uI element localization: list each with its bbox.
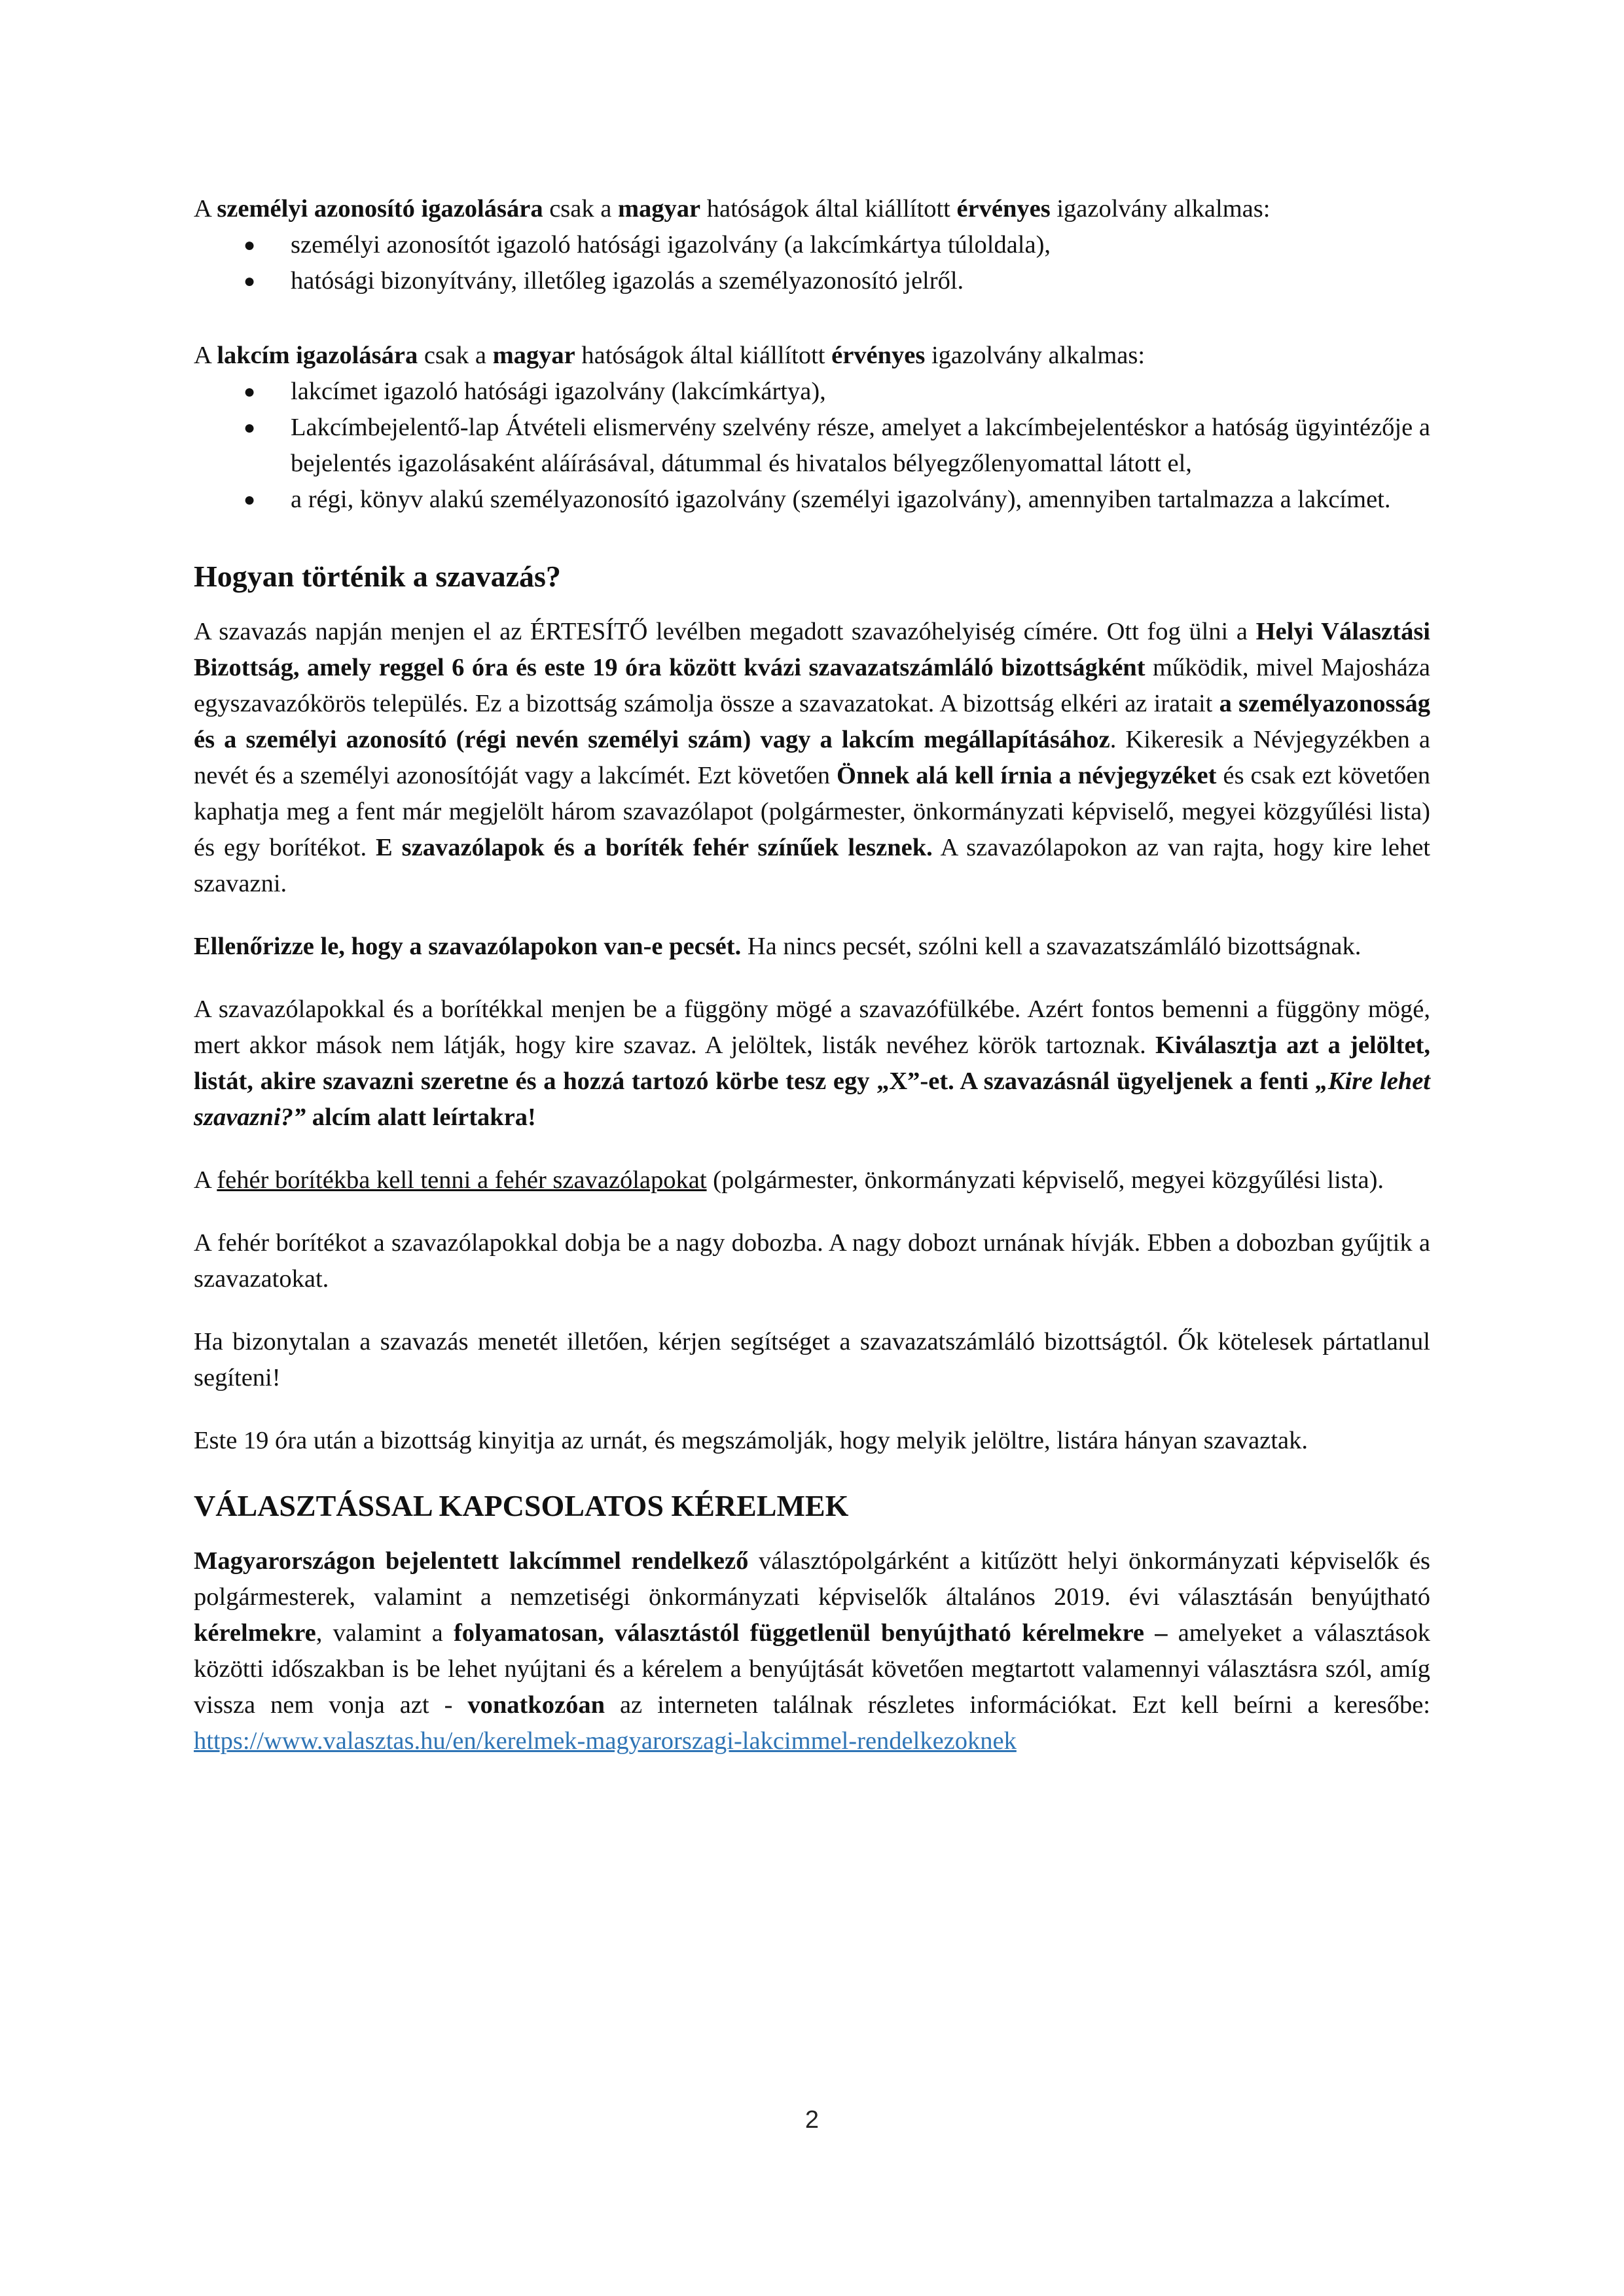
list-item: ● hatósági bizonyítvány, illetőleg igazolás a személyazonosító jelről. — [194, 263, 1430, 299]
list-item: ● a régi, könyv alakú személyazonosító igazolvány (személyi igazolvány), amennyiben tartalmazza a lakcímet. — [194, 482, 1430, 518]
requests-link[interactable]: https://www.valasztas.hu/en/kerelmek-magyarorszagi-lakcimmel-rendelkezoknek — [194, 1727, 1017, 1755]
page-number: 2 — [804, 2106, 820, 2134]
list-address-documents — [194, 374, 1430, 518]
list-item: ● Lakcímbejelentő-lap Átvételi elismervény szelvény része, amelyet a lakcímbejelentéskor a hatóság ügyintézője a bejelentés igazolásaként aláírásával, dátummal és hivatalos bélyegzőlenyomattal látott el, — [194, 410, 1430, 482]
paragraph-urn: A fehér borítékot a szavazólapokkal dobja be a nagy dobozba. A nagy dobozt urnának hívják. Ebben a dobozban gyűjtik a szavazatokat. — [194, 1229, 1430, 1293]
paragraph-help: Ha bizonytalan a szavazás menetét illetően, kérjen segítséget a szavazatszámláló bizottságtól. Ők kötelesek pártatlanul segíteni! — [194, 1328, 1430, 1391]
paragraph-booth: A szavazólapokkal és a borítékkal menjen be a függöny mögé a szavazófülkébe. Azért fontos bemenni a függöny mögé, mert akkor mások nem látják, hogy kire szavaz. A jelöltek, listák nevéhez körök tartoznak. Kiválasztja azt a jelöltet, listát, akire szavazni szeretne és a hozzá tartozó körbe tesz egy „X”-et. A szavazásnál ügyeljenek a fenti „Kire lehet szavazni?” alcím alatt leírtakra! — [194, 996, 1430, 1131]
bullet-icon: ● — [244, 234, 256, 256]
paragraph-envelope: A fehér borítékba kell tenni a fehér szavazólapokat (polgármester, önkormányzati képviselő, megyei közgyűlési lista). — [194, 1166, 1384, 1194]
paragraph-voting-process: A szavazás napján menjen el az ÉRTESÍTŐ levélben megadott szavazóhelyiség címére. Ott fog ülni a Helyi Választási Bizottság, amely reggel 6 óra és este 19 óra között kvázi szavazatszámláló bizottságként működik, mivel Majosháza egyszavazókörös település. Ez a bizottság számolja össze a szavazatokat. A bizottság elkéri az iratait a személyazonosság és a személyi azonosító (régi nevén személyi szám) vagy a lakcím megállapításához. Kikeresik a Névjegyzékben a nevét és a személyi azonosítóját vagy a lakcímét. Ezt követően Önnek alá kell írnia a névjegyzéket és csak ezt követően kaphatja meg a fent már megjelölt három szavazólapot (polgármester, önkormányzati képviselő, megyei közgyűlési lista) és egy borítékot. E szavazólapok és a boríték fehér színűek lesznek. A szavazólapokon az van rajta, hogy kire lehet szavazni. — [194, 618, 1431, 897]
list-item: ● személyi azonosítót igazoló hatósági igazolvány (a lakcímkártya túloldala), — [194, 227, 1430, 263]
list-item: ● lakcímet igazoló hatósági igazolvány (lakcímkártya), — [194, 374, 1430, 410]
heading-voting: Hogyan történik a szavazás? — [194, 560, 561, 593]
heading-requests: VÁLASZTÁSSAL KAPCSOLATOS KÉRELMEK — [194, 1489, 849, 1522]
bullet-icon: ● — [244, 270, 256, 292]
bullet-icon: ● — [244, 489, 256, 511]
bullet-icon: ● — [244, 381, 256, 403]
paragraph-counting: Este 19 óra után a bizottság kinyitja az urnát, és megszámolják, hogy melyik jelöltre, listára hányan szavaztak. — [194, 1427, 1308, 1454]
paragraph-stamp-check: Ellenőrizze le, hogy a szavazólapokon van-e pecsét. Ha nincs pecsét, szólni kell a szavazatszámláló bizottságnak. — [194, 933, 1362, 960]
paragraph-address-proof: A lakcím igazolására csak a magyar hatóságok által kiállított érvényes igazolvány alkalmas: — [194, 342, 1146, 369]
bullet-icon: ● — [244, 417, 256, 439]
paragraph-requests: Magyarországon bejelentett lakcímmel rendelkező választópolgárként a kitűzött helyi önkormányzati képviselők és polgármesterek, valamint a nemzetiségi önkormányzati képviselők általános 2019. évi választásán benyújtható kérelmekre, valamint a folyamatosan, választástól függetlenül benyújtható kérelmekre – amelyeket a választások közötti időszakban is be lehet nyújtani és a kérelem a benyújtását követően megtartott valamennyi választásra szól, amíg vissza nem vonja azt - vonatkozóan az interneten találnak részletes információkat. Ezt kell beírni a keresőbe: https://www.valasztas.hu/en/kerelmek-magyarorszagi-lakcimmel-rendelkezoknek — [194, 1547, 1430, 1755]
list-id-documents — [194, 227, 1430, 299]
paragraph-id-proof: A személyi azonosító igazolására csak a magyar hatóságok által kiállított érvényes igazolvány alkalmas: — [194, 195, 1271, 223]
